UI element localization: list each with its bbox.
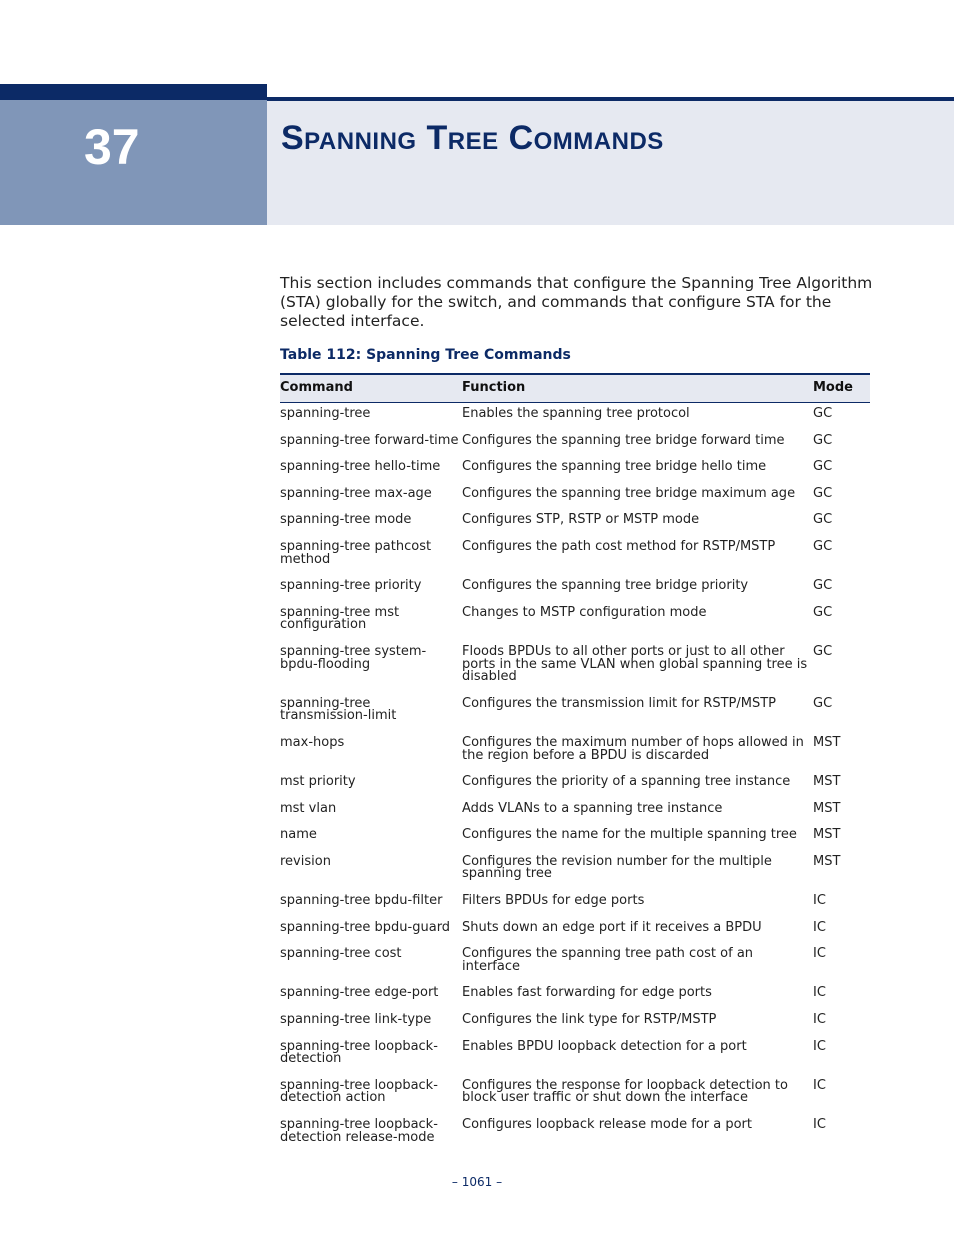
command-function: Configures the priority of a spanning tree instance: [462, 774, 791, 790]
table-row: [280, 580, 870, 607]
command-link[interactable]: spanning-tree max-age: [280, 485, 432, 501]
command-link[interactable]: spanning-tree link-type: [280, 1012, 432, 1028]
command-link[interactable]: spanning-tree forward-time: [280, 432, 459, 448]
chapter-number-box: [0, 84, 267, 225]
command-mode: MST: [813, 800, 841, 816]
command-link[interactable]: max-hops: [280, 734, 345, 750]
commands-table: [280, 373, 870, 1158]
command-link[interactable]: spanning-tree loopback-detection release-mode: [280, 1117, 438, 1145]
command-function: Configures the response for loopback detection to block user traffic or shut down the interface: [462, 1077, 788, 1106]
command-mode: GC: [813, 485, 833, 501]
command-mode: IC: [813, 946, 826, 962]
command-link[interactable]: mst vlan: [280, 800, 337, 816]
command-mode: MST: [813, 774, 841, 790]
command-function: Adds VLANs to a spanning tree instance: [462, 800, 723, 816]
intro-paragraph: This section includes commands that configure the Spanning Tree Algorithm (STA) globally for the switch, and commands that configure STA for the selected interface.: [280, 274, 873, 330]
table-row: [280, 461, 870, 488]
command-function: Configures loopback release mode for a port: [462, 1117, 752, 1132]
command-mode: GC: [813, 695, 833, 711]
command-mode: IC: [813, 1077, 826, 1093]
command-mode: MST: [813, 734, 841, 750]
command-mode: IC: [813, 919, 826, 935]
command-function: Shuts down an edge port if it receives a BPDU: [462, 919, 762, 935]
command-link[interactable]: spanning-tree cost: [280, 946, 402, 962]
table-row: [280, 737, 870, 776]
table-row: [280, 856, 870, 895]
command-link[interactable]: spanning-tree loopback-detection: [280, 1038, 438, 1067]
command-link[interactable]: spanning-tree mst configuration: [280, 604, 400, 633]
command-link[interactable]: spanning-tree system-bpdu-flooding: [280, 643, 427, 672]
table-row: [280, 646, 870, 698]
table-row: [280, 514, 870, 541]
table-body: [280, 403, 870, 1159]
chapter-title-band: [267, 97, 954, 225]
command-function: Configures the spanning tree path cost of an interface: [462, 946, 754, 974]
command-function: Configures the maximum number of hops allowed in the region before a BPDU is discarded: [462, 734, 804, 763]
command-link[interactable]: spanning-tree bpdu-guard: [280, 919, 451, 935]
command-function: Configures the link type for RSTP/MSTP: [462, 1012, 717, 1028]
command-mode: IC: [813, 1038, 826, 1054]
table-row: [280, 803, 870, 830]
table-row: [280, 895, 870, 922]
table-row: [280, 403, 870, 435]
chapter-title: Spanning Tree Commands: [281, 119, 664, 157]
command-mode: MST: [813, 827, 841, 843]
command-function: Configures STP, RSTP or MSTP mode: [462, 512, 700, 528]
table-row: [280, 698, 870, 737]
command-link[interactable]: spanning-tree priority: [280, 578, 422, 594]
command-link[interactable]: spanning-tree edge-port: [280, 985, 439, 1001]
command-mode: GC: [813, 406, 833, 421]
command-mode: IC: [813, 1012, 826, 1028]
table-row: [280, 948, 870, 987]
command-link[interactable]: spanning-tree mode: [280, 512, 412, 528]
table-row: [280, 1041, 870, 1080]
header-command: Command: [280, 374, 462, 403]
command-function: Filters BPDUs for edge ports: [462, 893, 645, 909]
command-function: Enables BPDU loopback detection for a port: [462, 1038, 747, 1054]
table-row: [280, 488, 870, 515]
header-mode: Mode: [813, 374, 870, 403]
table-row: [280, 829, 870, 856]
command-link[interactable]: name: [280, 827, 317, 843]
command-function: Changes to MSTP configuration mode: [462, 604, 707, 620]
command-function: Enables fast forwarding for edge ports: [462, 985, 712, 1001]
table-row: [280, 922, 870, 949]
command-function: Enables the spanning tree protocol: [462, 406, 690, 421]
header-function: Function: [462, 374, 813, 403]
command-link[interactable]: revision: [280, 853, 331, 869]
command-function: Configures the spanning tree bridge priority: [462, 578, 749, 594]
command-link[interactable]: mst priority: [280, 774, 356, 790]
command-mode: GC: [813, 538, 833, 554]
command-function: Configures the spanning tree bridge forward time: [462, 432, 785, 448]
command-function: Configures the transmission limit for RSTP/MSTP: [462, 695, 776, 711]
command-link[interactable]: spanning-tree pathcost method: [280, 538, 432, 567]
table-row: [280, 541, 870, 580]
table-row: [280, 776, 870, 803]
command-mode: GC: [813, 604, 833, 620]
command-mode: MST: [813, 853, 841, 869]
command-mode: IC: [813, 893, 826, 909]
command-function: Configures the name for the multiple spanning tree: [462, 827, 797, 843]
command-function: Configures the revision number for the multiple spanning tree: [462, 853, 772, 882]
command-mode: IC: [813, 1117, 826, 1132]
table-row: [280, 607, 870, 646]
command-link[interactable]: spanning-tree loopback-detection action: [280, 1077, 438, 1106]
command-function: Floods BPDUs to all other ports or just to all other ports in the same VLAN when global spanning tree is disabled: [462, 643, 808, 685]
command-mode: IC: [813, 985, 826, 1001]
command-function: Configures the spanning tree bridge maximum age: [462, 485, 796, 501]
command-mode: GC: [813, 459, 833, 475]
table-header-row: [280, 374, 870, 403]
table-row: [280, 1119, 870, 1158]
command-link[interactable]: spanning-tree hello-time: [280, 459, 441, 475]
command-link[interactable]: spanning-tree bpdu-filter: [280, 893, 443, 909]
command-mode: GC: [813, 512, 833, 528]
table-row: [280, 1014, 870, 1041]
chapter-number: 37: [84, 119, 140, 175]
command-function: Configures the spanning tree bridge hello time: [462, 459, 767, 475]
command-function: Configures the path cost method for RSTP/MSTP: [462, 538, 776, 554]
command-link[interactable]: spanning-tree: [280, 406, 371, 421]
command-mode: GC: [813, 643, 833, 659]
table-caption: Table 112: Spanning Tree Commands: [280, 347, 571, 363]
page-number: – 1061 –: [451, 1175, 503, 1189]
table-row: [280, 1080, 870, 1119]
command-mode: GC: [813, 578, 833, 594]
table-row: [280, 987, 870, 1014]
table-row: [280, 435, 870, 462]
command-mode: GC: [813, 432, 833, 448]
command-link[interactable]: spanning-tree transmission-limit: [280, 695, 397, 724]
